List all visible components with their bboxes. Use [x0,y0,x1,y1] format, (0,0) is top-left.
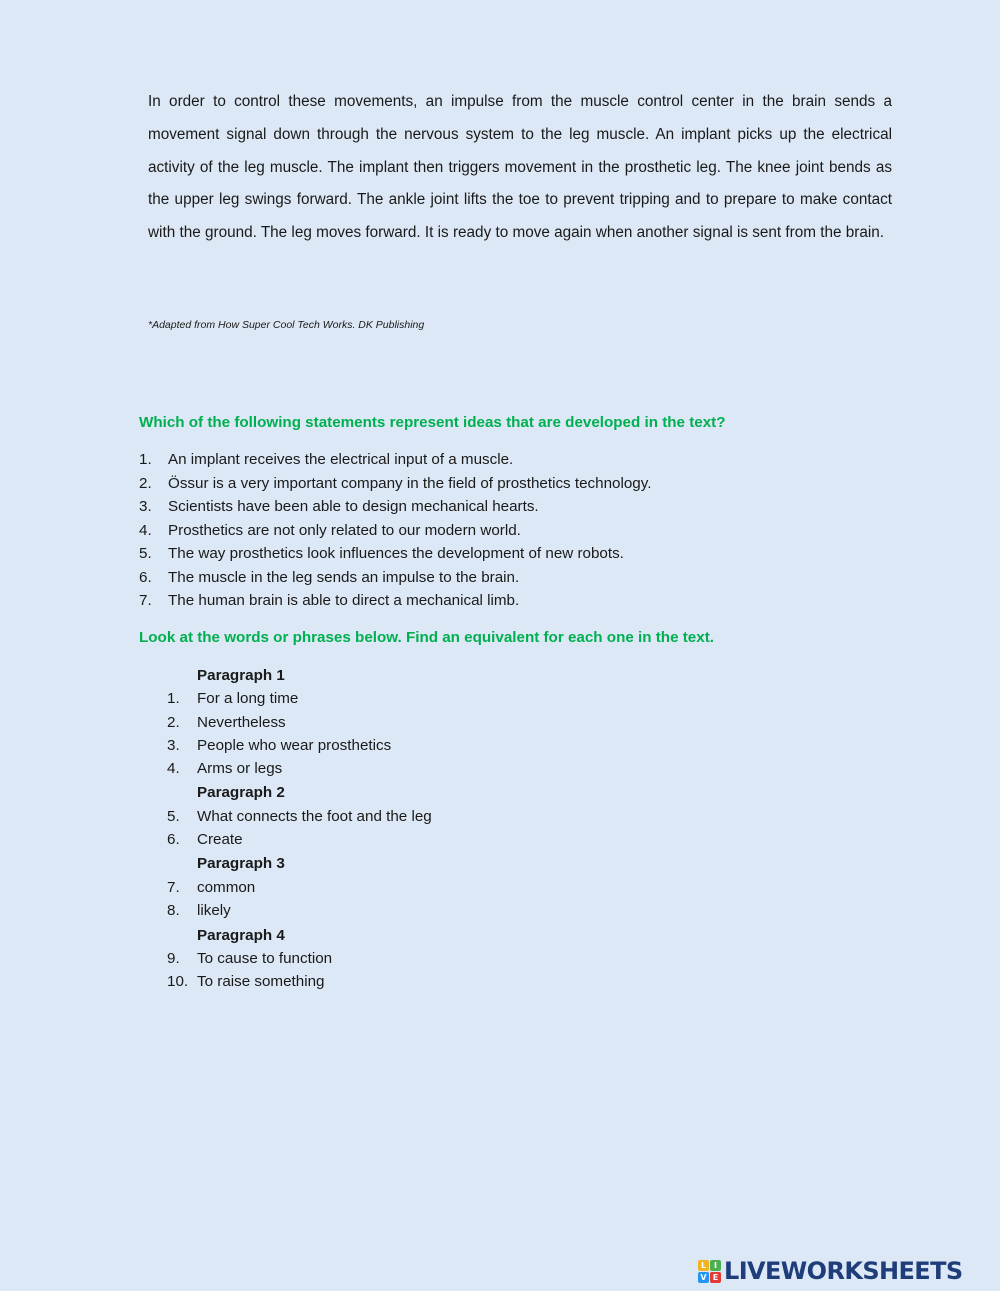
vocab-text: To raise something [197,973,325,990]
logo-block-i: I [710,1260,721,1271]
logo-live-blocks-icon [698,1260,721,1283]
vocab-number: 1. [167,690,180,707]
vocab-text: likely [197,902,231,919]
statement-number: 2. [139,475,152,492]
statement-text: The muscle in the leg sends an impulse to the brain. [168,569,520,586]
paragraph-heading: Paragraph 1 [197,667,285,684]
source-citation: *Adapted from How Super Cool Tech Works. DK Publishing [148,319,425,331]
paragraph-heading: Paragraph 2 [197,784,285,801]
paragraph-heading: Paragraph 3 [197,855,285,872]
vocab-number: 2. [167,714,180,731]
vocab-number: 5. [167,808,180,825]
question-1-heading: Which of the following statements represent ideas that are developed in the text? [139,414,726,431]
reading-passage: In order to control these movements, an impulse from the muscle control center in the brain sends a movement signal down through the nervous system to the leg muscle. An implant picks up the electrical activity of the leg muscle. The implant then triggers movement in the prosthetic leg. The knee joint bends as the upper leg swings forward. The ankle joint lifts the toe to prevent tripping and to prepare to make contact with the ground. The leg moves forward. It is ready to move again when another signal is sent from the brain. [148,93,892,242]
vocab-text: People who wear prosthetics [197,737,392,754]
logo-block-l: L [698,1260,709,1271]
statement-number: 3. [139,498,152,515]
vocab-text: For a long time [197,690,299,707]
vocab-number: 4. [167,760,180,777]
vocab-text: To cause to function [197,950,333,967]
statement-number: 1. [139,451,152,468]
vocab-number: 9. [167,950,180,967]
statement-number: 5. [139,545,152,562]
statement-text: The human brain is able to direct a mechanical limb. [168,592,520,609]
vocab-number: 6. [167,831,180,848]
statement-text: Prosthetics are not only related to our modern world. [168,522,521,539]
vocab-number: 3. [167,737,180,754]
logo-block-e: E [710,1272,721,1283]
paragraph-heading: Paragraph 4 [197,927,285,944]
vocab-number: 7. [167,879,180,896]
statement-number: 4. [139,522,152,539]
vocab-text: Create [197,831,243,848]
logo-block-v: V [698,1272,709,1283]
question-2-heading: Look at the words or phrases below. Find an equivalent for each one in the text. [139,629,714,646]
statement-text: An implant receives the electrical input of a muscle. [168,451,514,468]
vocab-text: common [197,879,256,896]
statement-text: Össur is a very important company in the field of prosthetics technology. [168,475,652,492]
vocab-text: Nevertheless [197,714,286,731]
statement-text: Scientists have been able to design mechanical hearts. [168,498,539,515]
statement-number: 6. [139,569,152,586]
statement-text: The way prosthetics look influences the development of new robots. [168,545,624,562]
statement-number: 7. [139,592,152,609]
vocab-number: 10. [167,973,189,990]
vocab-text: Arms or legs [197,760,283,777]
liveworksheets-logo [698,1256,963,1286]
logo-wordmark: LIVEWORKSHEETS [724,1257,963,1285]
vocab-number: 8. [167,902,180,919]
vocab-text: What connects the foot and the leg [197,808,432,825]
